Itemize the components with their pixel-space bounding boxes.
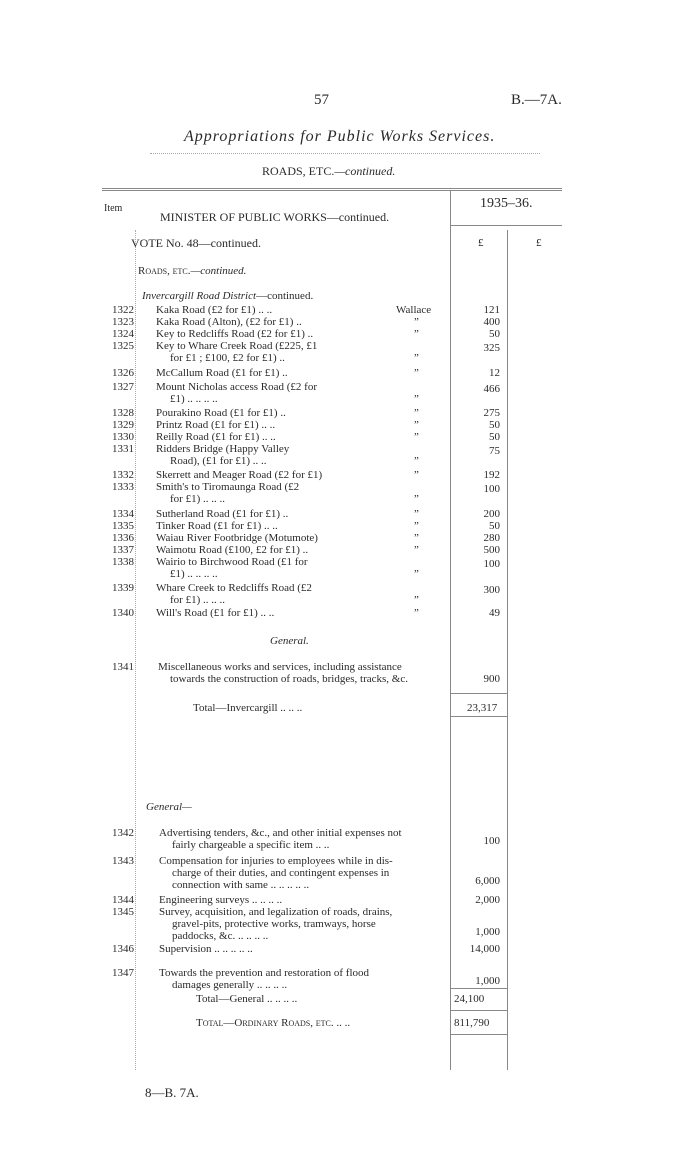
- amount: 50: [489, 419, 500, 431]
- item-description: Supervision .. .. .. .. ..: [159, 943, 253, 955]
- amount: 50: [489, 520, 500, 532]
- roads-section-heading: [138, 265, 246, 277]
- item-description: Tinker Road (£1 for £1) .. ..: [156, 520, 278, 532]
- item-description: Will's Road (£1 for £1) .. ..: [156, 607, 275, 619]
- item-description: Road), (£1 for £1) .. ..: [170, 455, 267, 467]
- item-description: Advertising tenders, &c., and other initial expenses not: [159, 827, 402, 839]
- electorate: ”: [414, 367, 419, 379]
- section-name: ROADS, ETC.: [262, 164, 335, 178]
- total-invercargill-label: Total—Invercargill .. .. ..: [193, 702, 303, 714]
- item-description: Survey, acquisition, and legalization of roads, drains,: [159, 906, 393, 918]
- amount: 100: [483, 835, 500, 847]
- total-general-rule-bottom: [450, 1010, 507, 1011]
- total-ordinary-rule-bottom: [450, 1034, 507, 1035]
- electorate: ”: [414, 493, 419, 505]
- item-number: 1326: [112, 367, 134, 379]
- item-description: Waimotu Road (£100, £2 for £1) ..: [156, 544, 309, 556]
- amount: 500: [483, 544, 500, 556]
- electorate: ”: [414, 607, 419, 619]
- item-number: 1322: [112, 304, 134, 316]
- total-general-label: Total—General .. .. .. ..: [196, 993, 298, 1005]
- district-name: Invercargill Road District: [142, 290, 257, 302]
- item-number: 1346: [112, 943, 134, 955]
- page-number: 57: [314, 92, 329, 108]
- item-description: Mount Nicholas access Road (£2 for: [156, 381, 317, 393]
- item-number: 1339: [112, 582, 134, 594]
- electorate: ”: [414, 508, 419, 520]
- item-description: Reilly Road (£1 for £1) .. ..: [156, 431, 276, 443]
- amount: 2,000: [475, 894, 500, 906]
- vote-heading: VOTE No. 48—continued.: [131, 236, 261, 250]
- item-number: 1344: [112, 894, 134, 906]
- total-invercargill-rule: [450, 693, 507, 694]
- amount: 900: [483, 673, 500, 685]
- electorate: ”: [414, 520, 419, 532]
- item-number: 1331: [112, 443, 134, 455]
- table-row: [0, 582, 700, 606]
- table-row: [0, 381, 700, 405]
- electorate: ”: [414, 544, 419, 556]
- electorate: ”: [414, 469, 419, 481]
- item-description: Engineering surveys .. .. .. ..: [159, 894, 283, 906]
- electorate: ”: [414, 407, 419, 419]
- electorate: ”: [414, 316, 419, 328]
- item-number: 1332: [112, 469, 134, 481]
- amount: 1,000: [475, 926, 500, 938]
- total-ordinary-label: Total—Ordinary Roads, etc. .. ..: [196, 1017, 351, 1029]
- item-number: 1341: [112, 661, 134, 673]
- page-footer: 8—B. 7A.: [145, 1085, 199, 1100]
- year-underline: [450, 225, 562, 226]
- general-subheading: General.: [270, 635, 309, 647]
- item-description: Wairio to Birchwood Road (£1 for: [156, 556, 308, 568]
- total-invercargill-amount: 23,317: [467, 702, 498, 714]
- amount: 400: [483, 316, 500, 328]
- amount: 121: [483, 304, 500, 316]
- item-description: Ridders Bridge (Happy Valley: [156, 443, 290, 455]
- item-description: Kaka Road (£2 for £1) .. ..: [156, 304, 273, 316]
- item-number: 1347: [112, 967, 134, 979]
- item-description: for £1) .. .. ..: [170, 493, 225, 505]
- amount: 192: [483, 469, 500, 481]
- section-title: [262, 164, 395, 179]
- total-ordinary-amount: 811,790: [454, 1017, 490, 1029]
- item-description: Sutherland Road (£1 for £1) ..: [156, 508, 289, 520]
- roads-section-suffix: —continued.: [190, 265, 247, 277]
- amount: 50: [489, 431, 500, 443]
- electorate: ”: [414, 568, 419, 580]
- item-description: Towards the prevention and restoration of flood: [159, 967, 370, 979]
- item-description: £1) .. .. .. ..: [170, 393, 218, 405]
- item-number: 1336: [112, 532, 134, 544]
- item-number: 1333: [112, 481, 134, 493]
- amount: 466: [483, 383, 500, 395]
- item-description: Key to Redcliffs Road (£2 for £1) ..: [156, 328, 314, 340]
- item-description: Key to Whare Creek Road (£225, £1: [156, 340, 318, 352]
- amount: 1,000: [475, 975, 500, 987]
- item-description: charge of their duties, and contingent expenses in: [172, 867, 390, 879]
- item-number: 1338: [112, 556, 134, 568]
- total-general-row: [196, 993, 485, 1005]
- electorate: ”: [414, 532, 419, 544]
- section-suffix: —continued.: [334, 164, 396, 178]
- table-row-misc: [0, 661, 700, 685]
- item-number: 1340: [112, 607, 134, 619]
- item-number: 1342: [112, 827, 134, 839]
- electorate: Wallace: [396, 304, 432, 316]
- table-row-general: [0, 855, 700, 891]
- item-number: 1324: [112, 328, 134, 340]
- minister-heading: MINISTER OF PUBLIC WORKS—continued.: [160, 210, 390, 224]
- item-description: McCallum Road (£1 for £1) ..: [156, 367, 288, 379]
- item-description: paddocks, &c. .. .. .. ..: [172, 930, 269, 942]
- item-description: Waiau River Footbridge (Motumote): [156, 532, 318, 544]
- amount: 325: [483, 342, 500, 354]
- electorate: ”: [414, 455, 419, 467]
- item-description: damages generally .. .. .. ..: [172, 979, 288, 991]
- item-number: 1323: [112, 316, 134, 328]
- total-general-rule: [450, 988, 507, 989]
- item-number: 1325: [112, 340, 134, 352]
- item-number: 1327: [112, 381, 134, 393]
- document-reference: B.—7A.: [511, 92, 562, 108]
- amount: 300: [483, 584, 500, 596]
- item-description: Whare Creek to Redcliffs Road (£2: [156, 582, 312, 594]
- electorate: ”: [414, 419, 419, 431]
- item-number: 1329: [112, 419, 134, 431]
- amount: 275: [483, 407, 500, 419]
- pound-symbol-2: £: [536, 237, 542, 249]
- page-title: Appropriations for Public Works Services.: [184, 128, 496, 145]
- item-number: 1335: [112, 520, 134, 532]
- item-description: Skerrett and Meager Road (£2 for £1): [156, 469, 323, 481]
- pound-symbol-1: £: [478, 237, 484, 249]
- table-row: [0, 481, 700, 505]
- amount: 14,000: [469, 943, 500, 955]
- item-description: Kaka Road (Alton), (£2 for £1) ..: [156, 316, 302, 328]
- item-description: towards the construction of roads, bridges, tracks, &c.: [170, 673, 408, 685]
- total-general-amount: 24,100: [454, 993, 485, 1005]
- table-row: [0, 607, 700, 620]
- item-description: for £1 ; £100, £2 for £1) ..: [170, 352, 285, 364]
- amount: 12: [489, 367, 500, 379]
- amount: 50: [489, 328, 500, 340]
- roads-section-name: Roads, etc.: [138, 265, 191, 277]
- amount: 200: [483, 508, 500, 520]
- item-number: 1328: [112, 407, 134, 419]
- table-top-rule-2: [102, 190, 562, 191]
- table-row: [0, 443, 700, 467]
- table-row-general: [0, 943, 700, 956]
- table-row-general: [0, 827, 700, 851]
- amount: 280: [483, 532, 500, 544]
- electorate: ”: [414, 594, 419, 606]
- item-description: Pourakino Road (£1 for £1) ..: [156, 407, 286, 419]
- table-row-general: [0, 906, 700, 942]
- district-heading: [142, 290, 313, 302]
- total-ordinary-row: [196, 1017, 490, 1029]
- item-description: Printz Road (£1 for £1) .. ..: [156, 419, 276, 431]
- amount: 100: [483, 483, 500, 495]
- item-number: 1330: [112, 431, 134, 443]
- item-description: gravel-pits, protective works, tramways, horse: [172, 918, 376, 930]
- item-description: for £1) .. .. ..: [170, 594, 225, 606]
- amount: 75: [489, 445, 500, 457]
- item-description: Compensation for injuries to employees while in dis-: [159, 855, 393, 867]
- electorate: ”: [414, 328, 419, 340]
- amount: 49: [489, 607, 500, 619]
- table-row: [0, 556, 700, 580]
- electorate: ”: [414, 393, 419, 405]
- item-description: connection with same .. .. .. .. ..: [172, 879, 310, 891]
- amount: 100: [483, 558, 500, 570]
- item-number: 1334: [112, 508, 134, 520]
- table-row: [0, 367, 700, 380]
- item-description: £1) .. .. .. ..: [170, 568, 218, 580]
- item-description: Smith's to Tiromaunga Road (£2: [156, 481, 300, 493]
- table-row: [0, 340, 700, 364]
- electorate: ”: [414, 352, 419, 364]
- title-rule: [150, 153, 540, 154]
- item-number: 1345: [112, 906, 134, 918]
- item-column-header: Item: [104, 203, 123, 214]
- year-heading: 1935–36.: [480, 196, 533, 211]
- total-invercargill-rule-bottom: [450, 716, 507, 717]
- table-row-general: [0, 967, 700, 991]
- table-top-rule: [102, 188, 562, 189]
- electorate: ”: [414, 431, 419, 443]
- item-description: Miscellaneous works and services, including assistance: [158, 661, 402, 673]
- general-heading: General—: [146, 801, 192, 813]
- item-number: 1337: [112, 544, 134, 556]
- total-invercargill-row: [193, 702, 498, 714]
- item-description: fairly chargeable a specific item .. ..: [172, 839, 330, 851]
- amount: 6,000: [475, 875, 500, 887]
- item-number: 1343: [112, 855, 134, 867]
- district-suffix: —continued.: [256, 290, 314, 302]
